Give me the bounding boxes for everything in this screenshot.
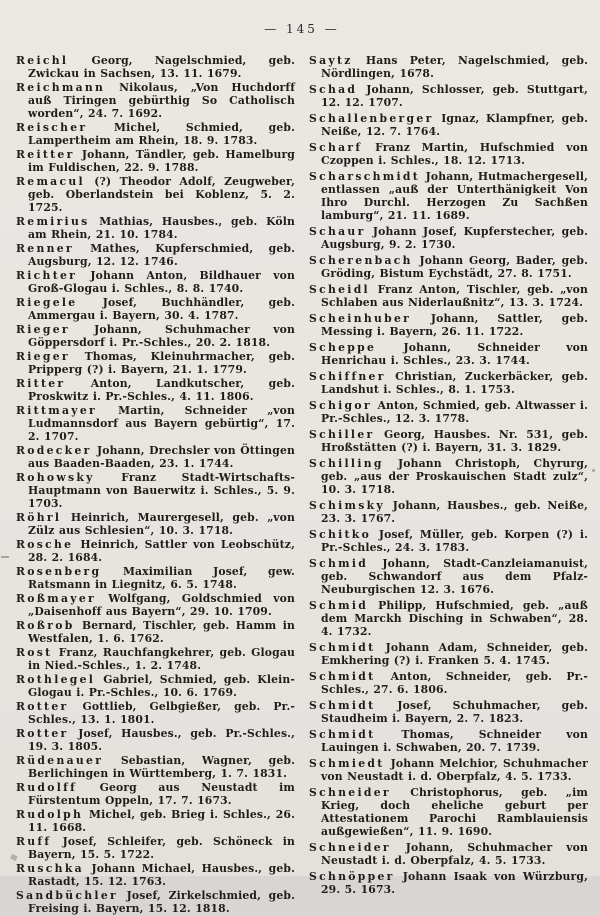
register-entry	[16, 700, 295, 726]
register-entry	[16, 862, 295, 888]
register-entry	[16, 296, 295, 322]
entry-text: Josef, Zirkelschmied, geb. Freising i. Bayern, 15. 12. 1818.	[28, 889, 295, 915]
entry-text: Anton, Landkutscher, geb. Proskwitz i. Pr.-Schles., 4. 11. 1806.	[28, 377, 295, 403]
register-entry	[16, 242, 295, 268]
entry-text: Michel, Schmied, geb. Lampertheim am Rhein, 18. 9. 1783.	[28, 121, 295, 147]
register-entry	[16, 377, 295, 403]
register-entry	[309, 841, 588, 867]
register-entry	[16, 471, 295, 510]
entry-text: Thomas, Kleinuhrmacher, geb. Pripperg (?) i. Bayern, 21. 1. 1779.	[28, 350, 295, 376]
entry-text: Franz Martin, Hufschmied von Czoppen i. Schles., 18. 12. 1713.	[321, 141, 588, 167]
entry-surname: Reischer	[16, 121, 88, 134]
entry-text: Gottlieb, Gelbgießer, geb. Pr.-Schles., 13. 1. 1801.	[28, 700, 295, 726]
entry-text: Michel, geb. Brieg i. Schles., 26. 11. 1668.	[28, 808, 295, 834]
entry-text: Anton, Schmied, geb. Altwasser i. Pr.-Schles., 12. 3. 1778.	[321, 399, 588, 425]
entry-surname: Schimsky	[309, 499, 385, 512]
register-entry	[309, 641, 588, 667]
register-entry	[16, 269, 295, 295]
entry-surname: Rosenberg	[16, 565, 102, 578]
entry-surname: Schnöpper	[309, 870, 395, 883]
register-entry	[309, 670, 588, 696]
entry-surname: Saytz	[309, 54, 353, 67]
entry-surname: Rohowsky	[16, 471, 95, 484]
entry-surname: Rothlegel	[16, 673, 96, 686]
entry-surname: Rudolph	[16, 808, 84, 821]
entry-surname: Schmiedt	[309, 757, 385, 770]
entry-text: Josef, Buchhändler, geb. Ammergau i. Bayern, 30. 4. 1787.	[28, 296, 295, 322]
entry-surname: Röhrl	[16, 511, 62, 524]
entry-text: Johann, Stadt-Canzleiamanuist, geb. Schwandorf aus dem Pfalz-Neuburgischen 12. 3. 1676.	[321, 557, 588, 596]
entry-surname: Rieger	[16, 323, 70, 336]
entry-surname: Schiffner	[309, 370, 386, 383]
entry-text: Johann, Hausbes., geb. Neiße, 23. 3. 1767.	[321, 499, 588, 525]
entry-text: Franz Stadt-Wirtschafts-Hauptmann von Bauerwitz i. Schles., 5. 9. 1703.	[28, 471, 295, 510]
entry-text: Franz, Rauchfangkehrer, geb. Glogau in Nied.-Schles., 1. 2. 1748.	[28, 646, 295, 672]
entry-surname: Schmidt	[309, 641, 376, 654]
register-entry	[16, 511, 295, 537]
entry-surname: Scheinhuber	[309, 312, 412, 325]
entry-surname: Reichl	[16, 54, 69, 67]
register-entry	[309, 499, 588, 525]
entry-surname: Schaur	[309, 225, 366, 238]
entry-text: Philipp, Hufschmied, geb. „auß dem Marckh Disching in Schwaben“, 28. 4. 1732.	[321, 599, 588, 638]
entry-text: Johann Isaak von Würzburg, 29. 5. 1673.	[321, 870, 588, 896]
register-entry	[16, 121, 295, 147]
entry-surname: Ruschka	[16, 862, 84, 875]
register-entry	[309, 170, 588, 222]
entry-text: Josef, Schleifer, geb. Schöneck in Bayern, 15. 5. 1722.	[28, 835, 295, 861]
register-entry	[309, 757, 588, 783]
register-entry	[309, 54, 588, 80]
register-entry	[309, 112, 588, 138]
register-entry	[16, 404, 295, 443]
register-entry	[309, 370, 588, 396]
entry-surname: Scheppe	[309, 341, 377, 354]
entry-surname: Ritter	[16, 377, 66, 390]
entry-surname: Scheidl	[309, 283, 370, 296]
entry-surname: Rosche	[16, 538, 74, 551]
entry-text: Georg, Nagelschmied, geb. Zwickau in Sachsen, 13. 11. 1679.	[28, 54, 295, 80]
entry-text: Maximilian Josef, gew. Ratsmann in Liegnitz, 6. 5. 1748.	[28, 565, 295, 591]
entry-surname: Schmidt	[309, 699, 376, 712]
entry-text: Georg aus Neustadt im Fürstentum Oppeln, 17. 7. 1673.	[28, 781, 295, 807]
entry-surname: Schiller	[309, 428, 375, 441]
entry-text: Anton, Schneider, geb. Pr.-Schles., 27. 6. 1806.	[321, 670, 588, 696]
register-entry	[309, 457, 588, 496]
entry-surname: Schneider	[309, 786, 391, 799]
entry-text: Josef, Hausbes., geb. Pr.-Schles., 19. 3. 1805.	[28, 727, 295, 753]
entry-text: Josef, Schuhmacher, geb. Staudheim i. Bayern, 2. 7. 1823.	[321, 699, 588, 725]
entry-text: Heinrich, Maurergesell, geb. „von Zülz aus Schlesien“, 10. 3. 1718.	[28, 511, 295, 537]
entry-text: Johann Christoph, Chyrurg, geb. „aus der Proskauischen Stadt zulz“, 10. 3. 1718.	[321, 457, 588, 496]
register-entry	[16, 592, 295, 618]
entry-surname: Rüdenauer	[16, 754, 104, 767]
entry-text: Georg, Hausbes. Nr. 531, geb. Hroßstätten (?) i. Bayern, 31. 3. 1829.	[321, 428, 588, 454]
register-entry	[16, 646, 295, 672]
entry-surname: Reitter	[16, 148, 75, 161]
register-entry	[309, 312, 588, 338]
register-entry	[309, 283, 588, 309]
entry-surname: Remirius	[16, 215, 90, 228]
entry-surname: Ruff	[16, 835, 52, 848]
left-column	[16, 54, 295, 916]
entry-text: Mathias, Hausbes., geb. Köln am Rhein, 21. 10. 1784.	[28, 215, 295, 241]
register-entry	[309, 728, 588, 754]
entry-text: Johann Anton, Bildhauer von Groß-Glogau i. Schles., 8. 8. 1740.	[28, 269, 295, 295]
register-entry	[309, 599, 588, 638]
entry-surname: Schneider	[309, 841, 391, 854]
entry-surname: Remacul	[16, 175, 85, 188]
entry-text: Johann Melchior, Schuhmacher von Neustadt i. d. Oberpfalz, 4. 5. 1733.	[321, 757, 588, 783]
register-entry	[16, 619, 295, 645]
entry-surname: Rotter	[16, 700, 69, 713]
register-entry	[309, 786, 588, 838]
entry-text: Christian, Zuckerbäcker, geb. Landshut i. Schles., 8. 1. 1753.	[321, 370, 588, 396]
entry-surname: Sandbüchler	[16, 889, 118, 902]
register-entry	[16, 673, 295, 699]
entry-text: Johann, Drechsler von Öttingen aus Baaden-Baaden, 23. 1. 1744.	[28, 444, 295, 470]
register-entry	[309, 225, 588, 251]
register-entry	[16, 754, 295, 780]
register-entry	[309, 254, 588, 280]
right-column	[309, 54, 588, 899]
entry-text: Josef, Müller, geb. Korpen (?) i. Pr.-Schles., 24. 3. 1783.	[321, 528, 588, 554]
entry-surname: Schmidt	[309, 670, 376, 683]
entry-text: Wolfgang, Goldschmied von „Daisenhoff aus Bayern“, 29. 10. 1709.	[28, 592, 295, 618]
register-entry	[16, 215, 295, 241]
entry-surname: Renner	[16, 242, 74, 255]
text-columns	[16, 54, 588, 916]
entry-surname: Schigor	[309, 399, 372, 412]
entry-text: Johann, Tändler, geb. Hamelburg im Fuldischen, 22. 9. 1788.	[28, 148, 295, 174]
entry-surname: Rodecker	[16, 444, 92, 457]
entry-surname: Schallenberger	[309, 112, 434, 125]
entry-text: Johann Michael, Hausbes., geb. Rastadt, 15. 12. 1763.	[28, 862, 295, 888]
entry-surname: Scherenbach	[309, 254, 413, 267]
entry-text: Martin, Schneider „von Ludmannsdorf aus Bayern gebürtig“, 17. 2. 1707.	[28, 404, 295, 443]
scan-artifact	[1, 556, 9, 558]
register-entry	[16, 323, 295, 349]
entry-surname: Schilling	[309, 457, 384, 470]
entry-surname: Richter	[16, 269, 78, 282]
entry-surname: Rotter	[16, 727, 69, 740]
register-entry	[309, 428, 588, 454]
register-entry	[309, 699, 588, 725]
entry-surname: Schmidt	[309, 728, 376, 741]
entry-surname: Rittmayer	[16, 404, 98, 417]
entry-text: Johann, Schlosser, geb. Stuttgart, 12. 12. 1707.	[321, 83, 588, 109]
scan-artifact	[592, 469, 595, 472]
entry-text: Mathes, Kupferschmied, geb. Augsburg, 12. 12. 1746.	[28, 242, 295, 268]
register-entry	[16, 54, 295, 80]
register-entry	[16, 81, 295, 120]
entry-surname: Schmid	[309, 599, 369, 612]
entry-surname: Rudolff	[16, 781, 78, 794]
register-entry	[16, 148, 295, 174]
entry-text: Ignaz, Klampfner, geb. Neiße, 12. 7. 1764.	[321, 112, 588, 138]
register-entry	[16, 727, 295, 753]
entry-text: Johann Georg, Bader, geb. Gröding, Bistum Eychstädt, 27. 8. 1751.	[321, 254, 588, 280]
register-entry	[16, 175, 295, 214]
entry-text: Thomas, Schneider von Lauingen i. Schwaben, 20. 7. 1739.	[321, 728, 588, 754]
register-entry	[309, 528, 588, 554]
entry-text: Johann, Schuhmacher von Neustadt i. d. Oberpfalz, 4. 5. 1733.	[321, 841, 588, 867]
entry-surname: Scharf	[309, 141, 363, 154]
register-entry	[16, 808, 295, 834]
entry-surname: Schitko	[309, 528, 372, 541]
entry-surname: Scharschmidt	[309, 170, 421, 183]
register-entry	[16, 781, 295, 807]
entry-text: Heinrich, Sattler von Leobschütz, 28. 2. 1684.	[28, 538, 295, 564]
entry-text: Johann, Schneider von Henrichau i. Schles., 23. 3. 1744.	[321, 341, 588, 367]
entry-surname: Schad	[309, 83, 358, 96]
entry-text: Sebastian, Wagner, geb. Berlichingen in Württemberg, 1. 7. 1831.	[28, 754, 295, 780]
entry-text: Johann, Hutmachergesell, entlassen „auß der Unterthänigkeit Von Ihro Durchl. Herzogen Zu Sachßen lamburg“, 21. 11. 1689.	[321, 170, 588, 222]
entry-text: Christophorus, geb. „im Krieg, doch eheliche geburt per Attestationem Parochi Ramblauiensis außgewießen“, 11. 9. 1690.	[321, 786, 588, 838]
register-entry	[309, 83, 588, 109]
register-entry	[309, 141, 588, 167]
entry-text: (?) Theodor Adolf, Zeugweber, geb. Oberlandstein bei Koblenz, 5. 2. 1725.	[28, 175, 295, 214]
entry-text: Johann Adam, Schneider, geb. Emkhering (?) i. Franken 5. 4. 1745.	[321, 641, 588, 667]
register-entry	[16, 889, 295, 915]
entry-surname: Roßmayer	[16, 592, 97, 605]
entry-surname: Roßrob	[16, 619, 75, 632]
register-entry	[16, 350, 295, 376]
entry-text: Johann, Sattler, geb. Messing i. Bayern, 26. 11. 1722.	[321, 312, 588, 338]
entry-surname: Rieger	[16, 350, 70, 363]
register-entry	[309, 557, 588, 596]
register-entry	[16, 538, 295, 564]
entry-text: Franz Anton, Tischler, geb. „von Schlaben aus Niderlaußnitz“, 13. 3. 1724.	[321, 283, 588, 309]
register-entry	[16, 565, 295, 591]
entry-text: Bernard, Tischler, geb. Hamm in Westfalen, 1. 6. 1762.	[28, 619, 295, 645]
register-entry	[16, 444, 295, 470]
entry-text: Nikolaus, „Von Huchdorff auß Tiringen gebürthig So Catholisch worden“, 24. 7. 1692.	[28, 81, 295, 120]
register-entry	[309, 399, 588, 425]
entry-text: Hans Peter, Nagelschmied, geb. Nördlingen, 1678.	[321, 54, 588, 80]
entry-surname: Rost	[16, 646, 53, 659]
register-entry	[309, 341, 588, 367]
entry-surname: Reichmann	[16, 81, 106, 94]
entry-text: Gabriel, Schmied, geb. Klein-Glogau i. Pr.-Schles., 10. 6. 1769.	[28, 673, 295, 699]
register-entry	[309, 870, 588, 896]
entry-text: Johann Josef, Kupferstecher, geb. Augsburg, 9. 2. 1730.	[321, 225, 588, 251]
entry-text: Johann, Schuhmacher von Göppersdorf i. Pr.-Schles., 20. 2. 1818.	[28, 323, 295, 349]
entry-surname: Schmid	[309, 557, 369, 570]
entry-surname: Riegele	[16, 296, 78, 309]
page-number: — 145 —	[264, 22, 340, 36]
register-entry	[16, 835, 295, 861]
